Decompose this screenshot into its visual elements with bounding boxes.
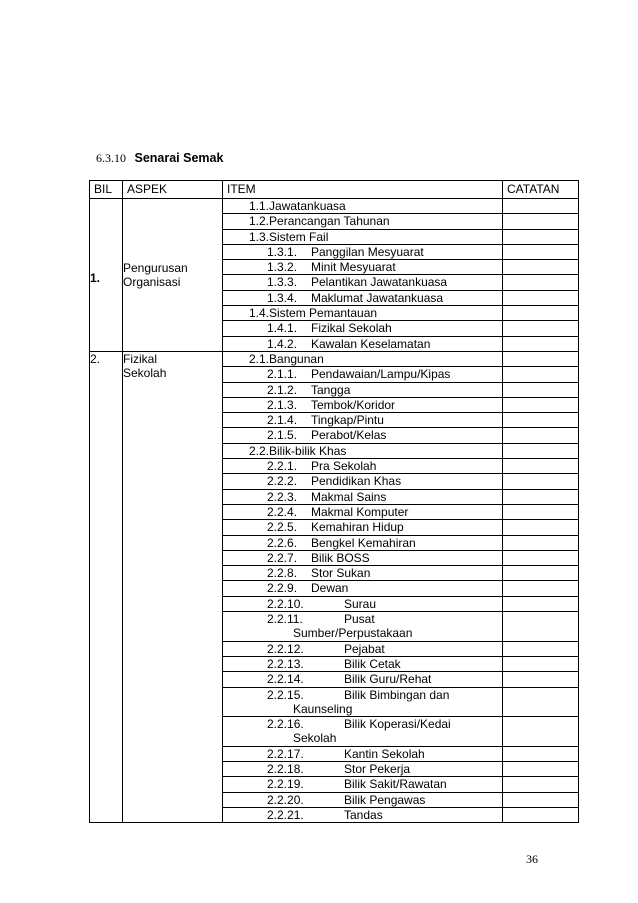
item-cell xyxy=(223,306,503,321)
catatan-cell xyxy=(503,550,579,565)
item-text-continuation: Sumber/Perpustakaan xyxy=(293,626,413,641)
catatan-cell xyxy=(503,351,579,366)
item-code: 2.2.11. xyxy=(267,612,303,627)
item-text: Bilik Koperasi/Kedai xyxy=(344,717,451,732)
item-code: 2.1.3. xyxy=(267,397,298,412)
item-text: Bangunan xyxy=(269,351,324,366)
catatan-cell xyxy=(503,275,579,290)
item-code: 1.4.2. xyxy=(267,336,298,351)
item-code: 1.3.2. xyxy=(267,260,298,275)
aspek-cell xyxy=(123,351,223,822)
item-text: Makmal Sains xyxy=(311,489,387,504)
item-code: 1.3.4. xyxy=(267,290,298,305)
catatan-cell xyxy=(503,612,579,642)
item-cell xyxy=(223,717,503,747)
catatan-cell xyxy=(503,777,579,792)
item-text: Minit Mesyuarat xyxy=(311,260,396,275)
item-text: Stor Sukan xyxy=(311,566,371,581)
checklist-table xyxy=(89,180,579,823)
section-number: 6.3.10 xyxy=(96,151,126,165)
item-code: 2.1.5. xyxy=(267,428,298,443)
aspek-line: Sekolah xyxy=(123,366,167,381)
item-text: Tangga xyxy=(311,382,351,397)
catatan-cell xyxy=(503,443,579,458)
catatan-cell xyxy=(503,306,579,321)
item-text: Pendawaian/Lampu/Kipas xyxy=(311,367,451,382)
item-code: 2.1.2. xyxy=(267,382,298,397)
item-text: Sistem Pemantauan xyxy=(269,306,378,321)
item-text: Dewan xyxy=(311,581,349,596)
aspek-line: Fizikal xyxy=(123,351,158,366)
page-number: 36 xyxy=(526,852,538,866)
item-text: Tembok/Koridor xyxy=(311,397,396,412)
item-code: 2.2.2. xyxy=(267,474,298,489)
item-code: 2.2.13. xyxy=(267,656,304,671)
item-cell xyxy=(223,275,503,290)
catatan-cell xyxy=(503,367,579,382)
item-text: Pejabat xyxy=(344,641,385,656)
catatan-cell xyxy=(503,641,579,656)
catatan-cell xyxy=(503,413,579,428)
item-code: 2.2.18. xyxy=(267,761,304,776)
catatan-cell xyxy=(503,321,579,336)
item-cell xyxy=(223,367,503,382)
catatan-cell xyxy=(503,229,579,244)
item-text: Stor Pekerja xyxy=(344,761,411,776)
item-cell xyxy=(223,656,503,671)
item-text: Surau xyxy=(344,596,377,611)
catatan-cell xyxy=(503,520,579,535)
item-cell xyxy=(223,520,503,535)
item-code: 1.3.1. xyxy=(267,244,298,259)
item-cell xyxy=(223,581,503,596)
catatan-cell xyxy=(503,382,579,397)
table-row xyxy=(90,351,579,366)
item-code: 2.2.16. xyxy=(267,717,304,732)
item-cell xyxy=(223,672,503,687)
item-code: 2.2.4. xyxy=(267,504,298,519)
item-cell xyxy=(223,504,503,519)
catatan-cell xyxy=(503,489,579,504)
item-text: Tingkap/Pintu xyxy=(311,413,384,428)
item-cell xyxy=(223,214,503,229)
item-text: Kawalan Keselamatan xyxy=(311,336,431,351)
item-cell xyxy=(223,596,503,611)
item-cell xyxy=(223,550,503,565)
catatan-cell xyxy=(503,459,579,474)
item-code: 1.3.3. xyxy=(267,275,298,290)
item-cell xyxy=(223,612,503,642)
item-cell xyxy=(223,351,503,366)
item-cell xyxy=(223,428,503,443)
catatan-cell xyxy=(503,260,579,275)
item-code: 2.2.3. xyxy=(267,489,298,504)
catatan-cell xyxy=(503,672,579,687)
item-text: Bilik BOSS xyxy=(311,550,370,565)
item-cell xyxy=(223,229,503,244)
item-code: 1.4. xyxy=(249,306,270,321)
table-body xyxy=(90,199,579,823)
catatan-cell xyxy=(503,717,579,747)
item-cell xyxy=(223,535,503,550)
item-text: Fizikal Sekolah xyxy=(311,321,392,336)
item-cell xyxy=(223,260,503,275)
table-row xyxy=(90,199,579,214)
section-title: Senarai Semak xyxy=(134,151,224,165)
item-text: Jawatankuasa xyxy=(269,199,346,213)
catatan-cell xyxy=(503,214,579,229)
header-bil: BIL xyxy=(90,181,123,199)
item-code: 1.2. xyxy=(249,214,270,229)
item-cell xyxy=(223,474,503,489)
catatan-cell xyxy=(503,397,579,412)
item-cell xyxy=(223,290,503,305)
bil-cell: 1. xyxy=(90,199,123,352)
item-code: 2.2.20. xyxy=(267,792,304,807)
item-code: 2.2.21. xyxy=(267,807,304,822)
bil-cell: 2. xyxy=(90,351,123,822)
item-text: Bilik Pengawas xyxy=(344,792,426,807)
item-code: 1.1. xyxy=(249,199,270,213)
catatan-cell xyxy=(503,535,579,550)
item-cell xyxy=(223,199,503,214)
item-text: Pendidikan Khas xyxy=(311,474,402,489)
item-cell xyxy=(223,443,503,458)
item-text: Pra Sekolah xyxy=(311,459,377,474)
item-text: Bilik Bimbingan dan xyxy=(344,687,450,702)
item-code: 2.2.15. xyxy=(267,687,304,702)
item-cell xyxy=(223,566,503,581)
catatan-cell xyxy=(503,336,579,351)
item-code: 2.1.1. xyxy=(267,367,298,382)
item-code: 2.1. xyxy=(249,351,270,366)
table-header-row xyxy=(90,181,579,199)
item-text: Kantin Sekolah xyxy=(344,746,425,761)
item-code: 2.2.1. xyxy=(267,459,298,474)
catatan-cell xyxy=(503,687,579,717)
item-text: Pelantikan Jawatankuasa xyxy=(311,275,448,290)
item-text-continuation: Sekolah xyxy=(293,731,337,746)
section-heading xyxy=(96,151,223,166)
item-cell xyxy=(223,761,503,776)
item-cell xyxy=(223,641,503,656)
catatan-cell xyxy=(503,596,579,611)
item-cell xyxy=(223,321,503,336)
item-text: Kemahiran Hidup xyxy=(311,520,404,535)
item-text: Perancangan Tahunan xyxy=(269,214,390,229)
header-aspek: ASPEK xyxy=(123,181,223,199)
catatan-cell xyxy=(503,199,579,214)
item-text: Bilik-bilik Khas xyxy=(269,443,347,458)
item-text: Panggilan Mesyuarat xyxy=(311,244,424,259)
item-cell xyxy=(223,397,503,412)
catatan-cell xyxy=(503,656,579,671)
catatan-cell xyxy=(503,504,579,519)
item-text: Sistem Fail xyxy=(269,229,329,244)
catatan-cell xyxy=(503,792,579,807)
item-text: Bilik Guru/Rehat xyxy=(344,672,432,687)
item-code: 2.2.6. xyxy=(267,535,298,550)
item-text: Perabot/Kelas xyxy=(311,428,387,443)
catatan-cell xyxy=(503,746,579,761)
catatan-cell xyxy=(503,290,579,305)
item-code: 2.2.9. xyxy=(267,581,298,596)
item-code: 2.2. xyxy=(249,443,270,458)
item-cell xyxy=(223,244,503,259)
header-item: ITEM xyxy=(223,181,503,199)
item-code: 2.2.12. xyxy=(267,641,304,656)
item-code: 1.4.1. xyxy=(267,321,298,336)
catatan-cell xyxy=(503,581,579,596)
item-cell xyxy=(223,777,503,792)
item-cell xyxy=(223,489,503,504)
catatan-cell xyxy=(503,474,579,489)
item-code: 2.2.5. xyxy=(267,520,298,535)
item-code: 2.2.8. xyxy=(267,566,298,581)
item-text: Pusat xyxy=(344,612,375,627)
item-code: 2.1.4. xyxy=(267,413,298,428)
item-cell xyxy=(223,382,503,397)
item-text: Bilik Cetak xyxy=(344,656,401,671)
aspek-line: Pengurusan xyxy=(123,260,188,275)
catatan-cell xyxy=(503,807,579,822)
item-cell xyxy=(223,336,503,351)
item-code: 2.2.7. xyxy=(267,550,298,565)
item-text: Tandas xyxy=(344,807,383,822)
aspek-line: Organisasi xyxy=(123,274,181,289)
item-code: 2.2.14. xyxy=(267,672,304,687)
item-cell xyxy=(223,807,503,822)
item-text: Maklumat Jawatankuasa xyxy=(311,290,444,305)
item-cell xyxy=(223,792,503,807)
item-code: 2.2.19. xyxy=(267,777,304,792)
catatan-cell xyxy=(503,761,579,776)
item-code: 2.2.10. xyxy=(267,596,304,611)
item-text: Makmal Komputer xyxy=(311,504,409,519)
header-catatan: CATATAN xyxy=(503,181,579,199)
catatan-cell xyxy=(503,244,579,259)
item-text: Bengkel Kemahiran xyxy=(311,535,416,550)
item-text: Bilik Sakit/Rawatan xyxy=(344,777,447,792)
item-code: 2.2.17. xyxy=(267,746,304,761)
aspek-cell xyxy=(123,199,223,352)
item-cell xyxy=(223,459,503,474)
catatan-cell xyxy=(503,428,579,443)
item-cell xyxy=(223,413,503,428)
item-cell xyxy=(223,687,503,717)
item-code: 1.3. xyxy=(249,229,270,244)
item-text-continuation: Kaunseling xyxy=(293,701,353,716)
catatan-cell xyxy=(503,566,579,581)
item-cell xyxy=(223,746,503,761)
